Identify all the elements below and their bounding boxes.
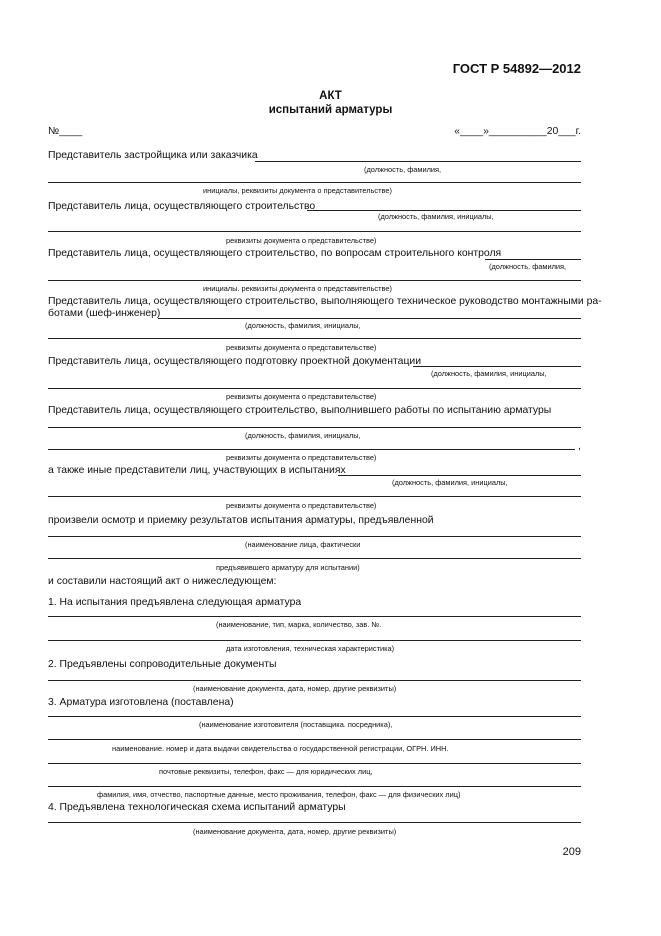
participant-control-label: Представитель лица, осуществляющего строительство, по вопросам строительного контроля [48, 248, 502, 259]
fill-line [48, 822, 581, 823]
participant-customer-label: Представитель застройщика или заказчика [48, 150, 258, 161]
caption: реквизиты документа о представительстве) [226, 392, 377, 401]
fill-line [48, 449, 575, 450]
participant-supervisor-label-cont: ботами (шеф-инженер) [48, 308, 161, 319]
item-4-label: 4. Предъявлена технологическая схема испытаний арматуры [48, 802, 346, 813]
participant-designer-label: Представитель лица, осуществляющего подготовку проектной документации [48, 356, 422, 367]
caption: (должность, фамилия, инициалы, [431, 369, 547, 378]
caption: (должность, фамилия, инициалы, [245, 431, 361, 440]
item-1-label: 1. На испытания предъявлена следующая арматура [48, 597, 302, 608]
act-title: АКТ [319, 90, 342, 102]
caption: реквизиты документа о представительстве) [226, 236, 377, 245]
participant-others-label: а также иные представители лиц, участвующих в испытаниях [48, 465, 346, 476]
caption: реквизиты документа о представительстве) [226, 501, 377, 510]
act-date-field: «____»__________20___г. [454, 126, 581, 137]
caption: (должность. фамилия, [489, 262, 567, 271]
caption: инициалы, реквизиты документа о представительстве) [203, 186, 392, 195]
caption: реквизиты документа о представительстве) [226, 343, 377, 352]
caption: дата изготовления, техническая характеристика) [226, 644, 395, 653]
fill-line [48, 427, 581, 428]
compose-label: и составили настоящий акт о нижеследующем: [48, 576, 277, 587]
caption: (наименование изготовителя (поставщика. посредника), [199, 720, 393, 729]
caption: (наименование документа, дата, номер, другие реквизиты) [193, 827, 397, 836]
caption: наименование. номер и дата выдачи свидетельства о государственной регистрации, ОГРН. ИНН. [112, 744, 449, 753]
fill-line [48, 496, 581, 497]
caption: предъявившего арматуру для испытании) [216, 563, 360, 572]
fill-line [48, 338, 581, 339]
caption: инициалы. реквизиты документа о представительстве) [203, 284, 392, 293]
fill-line [48, 536, 581, 537]
item-3-label: 3. Арматура изготовлена (поставлена) [48, 697, 234, 708]
caption: реквизиты документа о представительстве) [226, 453, 377, 462]
caption: (должность, фамилия, инициалы, [392, 478, 508, 487]
fill-line [48, 388, 581, 389]
act-subtitle: испытаний арматуры [268, 104, 393, 116]
caption: (должность, фамилия, инициалы, [245, 321, 361, 330]
participant-tester-label: Представитель лица, осуществляющего строительство, выполнившего работы по испытанию арматуры [48, 405, 552, 416]
fill-line [48, 231, 581, 232]
participant-supervisor-label: Представитель лица, осуществляющего строительство, выполняющего техническое руководство монтажными ра- [48, 296, 602, 307]
fill-line [48, 280, 581, 281]
comma: , [578, 441, 581, 452]
fill-line [48, 716, 581, 717]
fill-line [307, 210, 581, 211]
fill-line [48, 739, 581, 740]
caption: фамилия, имя, отчество, паспортные данные, место проживания, телефон, факс — для физических лиц) [97, 790, 461, 799]
fill-line [48, 680, 581, 681]
caption: (наименование документа, дата, номер, другие реквизиты) [193, 684, 397, 693]
fill-line [48, 786, 581, 787]
fill-line [48, 640, 581, 641]
inspection-label: произвели осмотр и приемку результатов испытания арматуры, предъявленной [48, 515, 434, 526]
standard-number: ГОСТ Р 54892—2012 [452, 61, 581, 76]
fill-line [485, 259, 581, 260]
fill-line [158, 318, 581, 319]
caption: почтовые реквизиты, телефон, факс — для юридических лиц, [159, 767, 373, 776]
caption: (должность, фамилия, [364, 165, 442, 174]
fill-line [48, 558, 581, 559]
participant-builder-label: Представитель лица, осуществляющего строительство [48, 201, 316, 212]
caption: (наименование лица, фактически [245, 540, 361, 549]
fill-line [338, 475, 581, 476]
caption: (наименование, тип, марка, количество, зав. №. [216, 620, 382, 629]
fill-line [255, 161, 581, 162]
fill-line [48, 182, 581, 183]
fill-line [413, 366, 581, 367]
fill-line [48, 763, 581, 764]
caption: (должность, фамилия, инициалы, [378, 212, 494, 221]
fill-line [48, 616, 581, 617]
item-2-label: 2. Предъявлены сопроводительные документы [48, 659, 277, 670]
page-number: 209 [562, 846, 581, 858]
act-number-field: №____ [48, 126, 83, 137]
